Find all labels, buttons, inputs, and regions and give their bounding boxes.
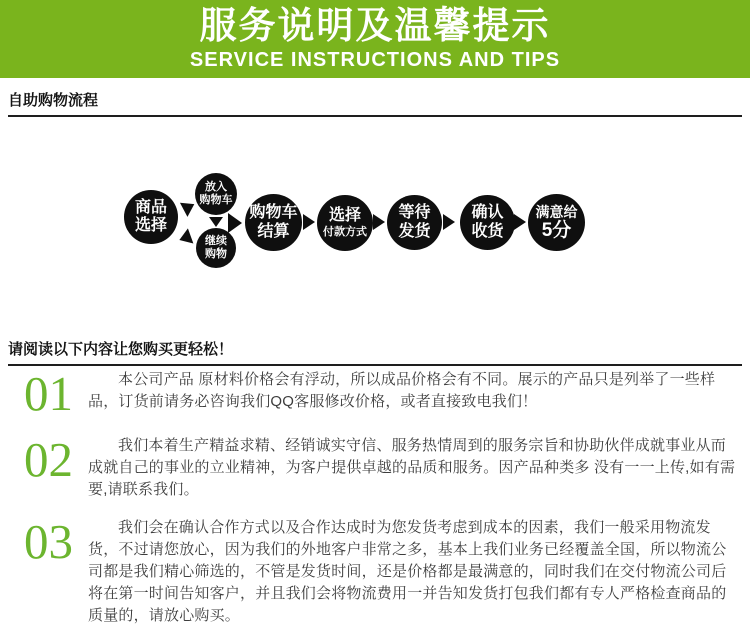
arrow-right-icon	[373, 214, 385, 230]
flow-step-select-product	[124, 190, 178, 244]
notice-section-heading: 请阅读以下内容让您购买更轻松！	[8, 341, 234, 358]
tip-item-1	[0, 366, 750, 421]
flow-step-label: 等待	[398, 204, 431, 222]
banner-title: 服务说明及温馨提示	[199, 4, 551, 46]
flow-step-label: 发货	[398, 222, 431, 240]
flow-step-label: 购物车	[249, 204, 298, 222]
flow-step-label: 付款方式	[323, 225, 367, 238]
flow-step-label: 继续	[205, 235, 227, 248]
arrow-right-icon	[228, 213, 242, 233]
flow-step-rate-five-stars	[528, 194, 585, 251]
flow-step-label: 购物	[205, 248, 227, 260]
tip-number: 01	[24, 366, 73, 421]
tip-text: 我们会在确认合作方式以及合作达成时为您发货考虑到成本的因素，我们一般采用物流发货，不过请您放心，因为我们的外地客户非常之多，基本上我们业务已经覆盖全国，所以物流公司都是我们精心筛选的，不管是发货时间，还是价格都是最满意的，同时我们在交付物流公司后将在第一时间告知客户，并且我们会将物流费用一并告知发货打包我们都有专人严格检查商品的质量的，请放心购买。	[88, 518, 727, 624]
arrow-right-icon	[514, 214, 526, 230]
process-section-heading: 自助购物流程	[8, 92, 99, 109]
flow-step-add-to-cart	[195, 173, 237, 215]
arrow-right-icon	[303, 214, 315, 230]
flow-step-label: 购物车	[199, 194, 233, 206]
flow-step-confirm-receipt	[460, 195, 515, 250]
flow-step-label: 选择	[134, 217, 167, 234]
flow-step-label: 结算	[257, 222, 290, 240]
tip-number: 02	[24, 431, 73, 487]
arrow-left-icon	[177, 228, 194, 247]
flow-step-choose-payment	[317, 195, 373, 251]
tip-item-3	[0, 513, 750, 627]
banner-subtitle: SERVICE INSTRUCTIONS AND TIPS	[189, 49, 561, 72]
flow-step-label: 确认	[471, 204, 504, 222]
flow-step-label: 满意给	[535, 203, 578, 220]
flow-step-continue-shopping	[196, 228, 236, 268]
flow-step-wait-shipment	[387, 195, 442, 250]
arrow-down-icon	[209, 217, 223, 227]
arrow-right-icon	[443, 214, 455, 230]
tip-number: 03	[24, 513, 73, 569]
flow-step-label: 选择	[328, 207, 361, 225]
shopping-flow-diagram	[0, 117, 750, 327]
flow-step-cart-checkout	[245, 194, 302, 251]
flow-step-label: 放入	[205, 181, 227, 194]
flow-step-label: 收货	[471, 222, 504, 240]
tip-text: 本公司产品 原材料价格会有浮动，所以成品价格会有不同。展示的产品只是列举了一些样品，订货前请务必咨询我们QQ客服修改价格，或者直接致电我们！	[88, 371, 716, 410]
tip-item-2	[0, 431, 750, 501]
tips-list	[0, 366, 750, 627]
tip-text: 我们本着生产精益求精、经销诚实守信、服务热情周到的服务宗旨和协助伙伴成就事业从而成就自己的事业的立业精神，为客户提供卓越的品质和服务。因产品种类多 没有一一上传,如有需要,请联系我们。	[88, 436, 736, 498]
flow-step-label: 商品	[134, 198, 167, 216]
flow-step-label: 5分	[541, 219, 572, 241]
service-banner	[0, 0, 750, 78]
